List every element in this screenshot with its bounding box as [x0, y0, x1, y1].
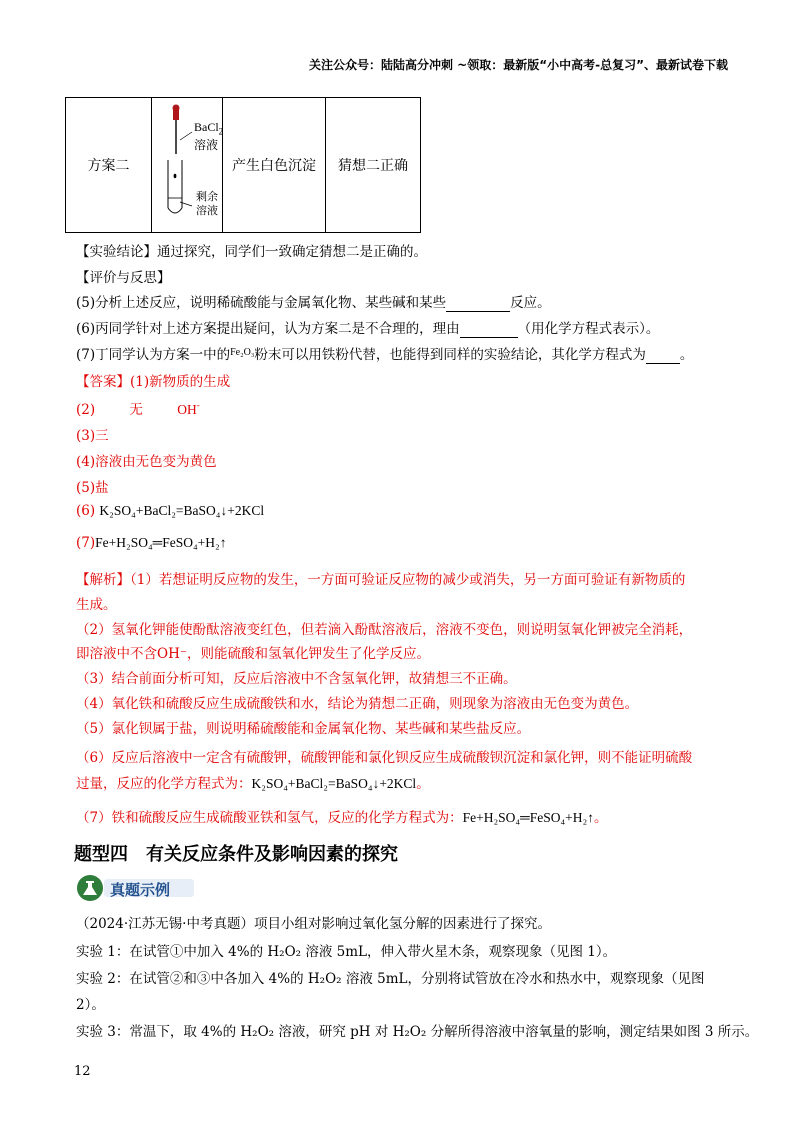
page-header: 关注公众号：陆陆高分冲刺 ~领取：最新版“小中高考-总复习”、最新试卷下载: [309, 58, 728, 72]
answer-3: (3)三: [76, 428, 109, 444]
analysis-4: （4）氧化铁和硫酸反应生成硫酸铁和水，结论为猜想二正确，则现象为溶液由无色变为黄色。: [76, 696, 639, 712]
question-7: (7)丁同学认为方案一中的$^{Fe_2O_3}$粉末可以用铁粉代替，也能得到同样的实验结论，其化学方程式为 。: [76, 347, 694, 363]
analysis-3: （3）结合前面分析可知，反应后溶液中不含氢氧化钾，故猜想三不正确。: [76, 671, 517, 687]
reagent-label: BaCl$_2$ 溶液: [194, 120, 224, 153]
analysis-5: （5）氯化钡属于盐，则说明稀硫酸能和金属氧化物、某些碱和某些盐反应。: [76, 721, 531, 737]
section-title: 题型四 有关反应条件及影响因素的探究: [74, 844, 398, 865]
question-5: (5)分析上述反应，说明稀硫酸能与金属氧化物、某些碱和某些 反应。: [76, 295, 551, 311]
experiment-table: [65, 97, 421, 233]
evaluation-title: 【评价与反思】: [76, 270, 171, 286]
question-6: (6)丙同学针对上述方案提出疑问，认为方案二是不合理的，理由 （用化学方程式表示）。: [76, 321, 660, 337]
experiment-conclusion: 【实验结论】通过探究，同学们一致确定猜想二是正确的。: [76, 244, 427, 260]
answer-1: 【答案】(1)新物质的生成: [76, 374, 231, 390]
page-number: 12: [74, 1064, 91, 1079]
equation: K₂SO₄+BaCl₂=BaSO₄↓+2KCl: [251, 776, 417, 791]
analysis-2-cont: 即溶液中不含OH⁻，则能硫酸和氢氧化钾发生了化学反应。: [76, 646, 430, 662]
answer-4: (4)溶液由无色变为黄色: [76, 454, 217, 470]
equation: Fe+H₂SO₄═FeSO₄+H₂↑: [95, 535, 227, 550]
conclusion-cell: 猜想二正确: [326, 98, 421, 233]
answer-6: (6) K₂SO₄+BaCl₂=BaSO₄↓+2KCl: [76, 503, 265, 519]
analysis-6-cont: 过量，反应的化学方程式为：K₂SO₄+BaCl₂=BaSO₄↓+2KCl。: [76, 776, 430, 792]
plan-cell: 方案二: [66, 98, 152, 233]
answer-blank: [446, 295, 510, 312]
apparatus-cell: [152, 98, 223, 233]
phenomenon-cell: 产生白色沉淀: [223, 98, 326, 233]
analysis-1-cont: 生成。: [76, 597, 117, 613]
answer-blank: [646, 347, 680, 364]
experiment-2-cont: 2）。: [76, 997, 105, 1013]
answer-7: (7)Fe+H₂SO₄═FeSO₄+H₂↑: [76, 535, 227, 551]
answer-5: (5)盐: [76, 480, 109, 496]
answer-blank: [460, 321, 518, 338]
table-row: [66, 98, 421, 233]
answer-2: (2) 无 OH-: [76, 401, 200, 418]
experiment-1: 实验 1：在试管①中加入 4%的 H₂O₂ 溶液 5mL，伸入带火星木条，观察现象（见图 1）。: [76, 944, 617, 960]
equation: Fe+H₂SO₄═FeSO₄+H₂↑: [462, 810, 594, 825]
problem-intro: （2024·江苏无锡·中考真题）项目小组对影响过氧化氢分解的因素进行了探究。: [76, 916, 551, 932]
experiment-2: 实验 2：在试管②和③中各加入 4%的 H₂O₂ 溶液 5mL，分别将试管放在冷水和热水中，观察现象（见图: [76, 971, 705, 987]
analysis-2: （2）氢氧化钾能使酚酞溶液变红色，但若滴入酚酞溶液后，溶液不变色，则说明氢氧化钾被完全消耗，: [76, 622, 693, 638]
badge-real-exam-example: 真题示例: [76, 874, 196, 906]
experiment-3: 实验 3：常温下，取 4%的 H₂O₂ 溶液，研究 pH 对 H₂O₂ 分解所得溶液中溶氧量的影响，测定结果如图 3 所示。: [76, 1024, 759, 1040]
residue-label: 剩余 溶液: [196, 190, 218, 217]
analysis-6: （6）反应后溶液中一定含有硫酸钾，硫酸钾能和氯化钡反应生成硫酸钡沉淀和氯化钾，则不能证明硫酸: [76, 750, 693, 766]
equation: K₂SO₄+BaCl₂=BaSO₄↓+2KCl: [99, 503, 265, 518]
analysis-1: 【解析】（1）若想证明反应物的发生，一方面可验证反应物的减少或消失，另一方面可验证有新物质的: [76, 572, 686, 588]
analysis-7: （7）铁和硫酸反应生成硫酸亚铁和氢气，反应的化学方程式为：Fe+H₂SO₄═FeSO₄+H₂↑。: [76, 810, 608, 826]
